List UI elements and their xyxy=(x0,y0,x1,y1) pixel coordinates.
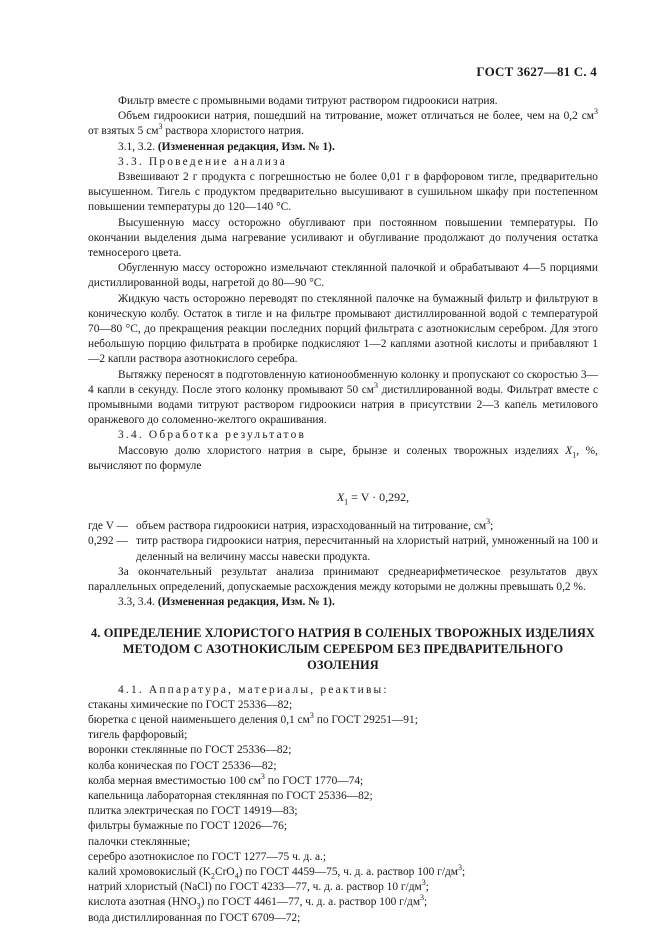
document-body xyxy=(88,94,598,926)
paragraph: Взвешивают 2 г продукта с погрешностью не более 0,01 г в фарфоровом тигле, предварительно высушенном. Тигель с продуктом предварительно высушивают в сушильном шкафу при постепенном повышении температуры до 120—140 °С. xyxy=(88,171,598,214)
formula xyxy=(88,490,598,505)
paragraph: За окончательный результат анализа принимают среднеарифметическое результатов двух параллельных определений, допускаемые расхождения между которыми не должны превышать 0,2 %. xyxy=(88,565,598,594)
list-item xyxy=(88,865,598,880)
text-run: Объем гидроокиси натрия, пошедший на титрование, может отличаться не более, чем на 0,2 см xyxy=(118,110,594,123)
subscript: 2 xyxy=(211,871,215,881)
paragraph xyxy=(88,444,598,474)
text-run: по ГОСТ 1770—74; xyxy=(264,774,364,787)
formula-variable: X xyxy=(336,490,345,505)
text-run: ) по ГОСТ 4461—77, ч. д. а. раствор 100 г/дм xyxy=(200,896,421,909)
text-run: Массовую долю хлористого натрия в сыре, брынзе и соленых творожных изделиях xyxy=(118,444,566,457)
superscript: 3 xyxy=(309,711,314,721)
paragraph xyxy=(88,368,598,429)
list-item xyxy=(88,771,598,789)
text-run: CrO xyxy=(215,865,235,878)
legend-label: 0,292 — xyxy=(88,535,128,548)
text-run: ; xyxy=(490,520,494,533)
text-run: кислота азотная (HNO xyxy=(88,896,197,909)
section-title-line: МЕТОДОМ С АЗОТНОКИСЛЫМ СЕРЕБРОМ БЕЗ ПРЕДВАРИТЕЛЬНОГО ОЗОЛЕНИЯ xyxy=(122,641,564,672)
text-run: объем раствора гидроокиси натрия, израсходованный на титрование, см xyxy=(136,520,487,533)
subsection-heading: 3.3. Проведение анализа xyxy=(118,155,287,168)
text-run: ; xyxy=(424,896,428,909)
amendment-note xyxy=(88,595,598,610)
list-item: плитка электрическая по ГОСТ 14919—83; xyxy=(88,805,298,818)
list-item xyxy=(88,713,598,728)
paragraph: Высушенную массу осторожно обугливают при постоянном повышении температуры. По окончании выделения дыма нагревание усиливают и обугливание продолжают до получения остатка темносерого цвета. xyxy=(88,216,598,260)
text-run: от взятых 5 см xyxy=(88,125,159,138)
list-item: фильтры бумажные по ГОСТ 12026—76; xyxy=(88,820,287,833)
text-run: , %, вычисляют по формуле xyxy=(88,444,598,472)
section-title-line: 4. ОПРЕДЕЛЕНИЕ ХЛОРИСТОГО НАТРИЯ В СОЛЕНЫХ ТВОРОЖНЫХ ИЗДЕЛИЯХ xyxy=(91,625,595,640)
superscript: 3 xyxy=(374,381,379,391)
legend-row xyxy=(88,534,598,564)
subscript: 1 xyxy=(572,449,577,459)
amendment-text: (Измененная редакция, Изм. № 1). xyxy=(157,140,335,153)
superscript: 3 xyxy=(260,771,265,781)
variable: X xyxy=(565,444,573,457)
legend-text xyxy=(136,519,598,534)
superscript: 3 xyxy=(420,893,425,903)
page-header: ГОСТ 3627—81 С. 4 xyxy=(476,64,597,79)
text-run: калий хромовокислый (K xyxy=(88,865,211,878)
subsection-heading: 4.1. Аппаратура, материалы, реактивы: xyxy=(118,683,389,696)
list-item: тигель фарфоровый; xyxy=(88,729,188,742)
superscript: 3 xyxy=(458,863,462,873)
text-run: раствора хлористого натрия. xyxy=(162,125,304,138)
subscript: 3 xyxy=(196,901,201,911)
text-run: по ГОСТ 29251—91; xyxy=(313,713,418,726)
amendment-text: (Измененная редакция, Изм. № 1). xyxy=(157,596,335,609)
section-title xyxy=(88,625,598,673)
superscript: 3 xyxy=(158,122,163,132)
text-run: Вытяжку переносят в подготовленную катионообменную колонку и пропускают со скоростью 3—4 капли в секунду. После этого колонку промывают 50 см xyxy=(88,368,598,396)
text-run: ; xyxy=(425,881,429,894)
list-item: серебро азотнокислое по ГОСТ 1277—75 ч. д. а.; xyxy=(88,850,327,863)
paragraph: Обугленную массу осторожно измельчают стеклянной палочкой и обрабатывают 4—5 порциями дистиллированной воды, нагретой до 80—90 °С. xyxy=(88,262,598,290)
text-run: ; xyxy=(462,865,466,878)
list-item: стаканы химические по ГОСТ 25336—82; xyxy=(88,698,293,711)
paragraph xyxy=(88,109,598,139)
subscript: 4 xyxy=(234,871,239,881)
subscript: 1 xyxy=(344,497,349,507)
equipment-list xyxy=(88,698,598,926)
superscript: 3 xyxy=(421,878,426,888)
text-run: 3.3, 3.4. xyxy=(118,596,158,609)
list-item: капельница лабораторная стеклянная по ГОСТ 25336—82; xyxy=(88,789,373,802)
paragraph: Жидкую часть осторожно переводят по стеклянной палочке на бумажный фильтр и фильтруют в коническую колбу. Остаток в тигле и на фильтре промывают дистиллированной водой с температурой 70—80 °С, до прекращения реакции последних порций фильтрата с азотнокислым серебром. Для этого небольшую порцию фильтрата в пробирке подкисляют 1—2 каплями азотной кислоты и прибавляют 1—2 капли раствора азотнокислого серебра. xyxy=(88,292,598,366)
superscript: 3 xyxy=(594,107,598,117)
text-run: колба мерная вместимостью 100 см xyxy=(88,774,261,787)
formula-text: = V · 0,292, xyxy=(348,490,410,505)
text-run: бюретка с ценой наименьшего деления 0,1 см xyxy=(88,713,310,726)
text-run: дистиллированной воды. Фильтрат вместе с промывными водами титруют раствором гидроокиси натрия в присутствии 2—3 капель метилового оранжевого до соломенно-желтого окрашивания. xyxy=(88,383,598,427)
amendment-note xyxy=(88,140,598,155)
text-run: натрий хлористый (NaCl) по ГОСТ 4233—77, ч. д. а. раствор 10 г/дм xyxy=(88,881,422,894)
text-run: 3.1, 3.2. xyxy=(118,140,158,153)
superscript: 3 xyxy=(486,517,491,527)
legend-label: где V — xyxy=(88,520,129,533)
paragraph: Фильтр вместе с промывными водами титруют раствором гидроокиси натрия. xyxy=(118,95,498,107)
list-item: вода дистиллированная по ГОСТ 6709—72; xyxy=(88,911,301,924)
subsection-heading: 3.4. Обработка результатов xyxy=(118,429,307,442)
list-item: палочки стеклянные; xyxy=(88,835,191,848)
list-item xyxy=(88,880,598,895)
list-item: воронки стеклянные по ГОСТ 25336—82; xyxy=(88,744,292,757)
text-run: ) по ГОСТ 4459—75, ч. д. а. раствор 100 г/дм xyxy=(238,865,458,878)
legend-text: титр раствора гидроокиси натрия, пересчитанный на хлористый натрий, умноженный на 100 и деленный на величину массы навески продукта. xyxy=(136,535,598,563)
legend-row xyxy=(88,519,598,534)
list-item xyxy=(88,895,598,910)
list-item: колба коническая по ГОСТ 25336—82; xyxy=(88,759,277,772)
